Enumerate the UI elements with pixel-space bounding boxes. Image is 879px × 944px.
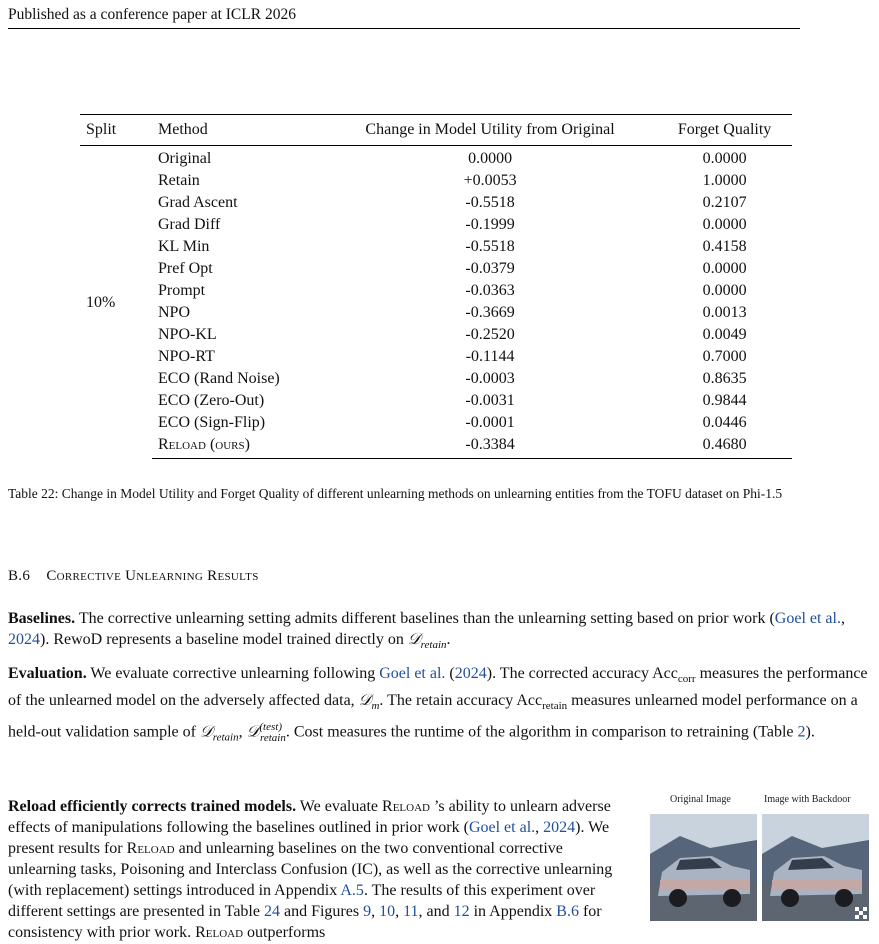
method-cell: Retain xyxy=(158,172,200,189)
table-header-row xyxy=(80,115,792,146)
table-row xyxy=(80,170,792,192)
math-symbol: 𝒟 xyxy=(407,631,421,648)
text-run: outperforms xyxy=(243,924,326,941)
table-ref-link[interactable]: 2 xyxy=(797,723,806,741)
text-run: ). The corrected accuracy Acc xyxy=(486,665,678,682)
method-cell: NPO-RT xyxy=(158,348,215,365)
paragraph-head: Reload efficiently corrects trained models. xyxy=(8,798,297,815)
text-run: ’s ability to unlearn adverse effects of manipulations following the baselines outlined in prior work ( xyxy=(8,798,611,836)
math-subscript: retain xyxy=(420,639,447,652)
text-run: , xyxy=(238,723,247,741)
utility-cell: -0.0031 xyxy=(465,392,515,409)
forget-quality-cell: 0.0000 xyxy=(702,260,747,277)
text-run: We evaluate corrective unlearning following xyxy=(86,665,380,682)
text-run: We evaluate xyxy=(296,798,383,815)
text-run: measures unlearned model performance on a held-out validation sample of xyxy=(8,692,858,741)
math-subscript: retain xyxy=(260,731,286,744)
paragraph-evaluation xyxy=(8,663,872,749)
appendix-link[interactable]: A.5 xyxy=(340,882,364,899)
col-split-header: Split xyxy=(80,115,152,146)
utility-cell: -0.1144 xyxy=(465,348,515,365)
text-run: ). xyxy=(805,723,815,741)
citation-link[interactable]: Goel et al. xyxy=(379,665,446,682)
col-utility-header: Change in Model Utility from Original xyxy=(323,115,657,146)
figure-ref-link[interactable]: 9 xyxy=(363,903,372,920)
utility-cell: -0.5518 xyxy=(465,194,515,211)
math-superscript: (test) xyxy=(259,721,282,734)
figure-ref-link[interactable]: 12 xyxy=(453,903,470,920)
table-row xyxy=(80,368,792,390)
text-run: , xyxy=(840,610,845,627)
utility-cell: -0.3384 xyxy=(323,434,657,459)
table-row xyxy=(80,434,792,459)
forget-quality-cell: 0.2107 xyxy=(702,194,747,211)
utility-cell: -0.0003 xyxy=(465,370,515,387)
math-subscript: retain xyxy=(212,731,239,744)
text-run: . The results of this experiment over different settings are presented in Table xyxy=(8,882,596,920)
table-ref-link[interactable]: 24 xyxy=(263,903,280,920)
table-caption: Table 22: Change in Model Utility and Forget Quality of different unlearning methods on unlearning entities from the TOFU dataset on Phi-1.5 xyxy=(8,486,783,501)
method-cell: ECO (Rand Noise) xyxy=(158,370,280,387)
original-car-image xyxy=(650,814,757,921)
method-cell: NPO xyxy=(158,304,191,321)
citation-year-link[interactable]: 2024 xyxy=(454,665,487,682)
method-cell: Reload (ours) xyxy=(152,434,323,459)
math-subscript: retain xyxy=(542,700,568,713)
table-row xyxy=(80,280,792,302)
utility-cell: -0.0363 xyxy=(465,282,515,299)
text-run: in Appendix xyxy=(469,903,557,920)
figure-ref-link[interactable]: 11 xyxy=(403,903,419,920)
forget-quality-cell: 0.0049 xyxy=(702,326,747,343)
table-row xyxy=(80,146,792,171)
paragraph-head: Evaluation. xyxy=(8,665,87,682)
utility-cell: -0.5518 xyxy=(465,238,515,255)
forget-quality-cell: 0.0000 xyxy=(702,150,747,167)
paragraph-head: Baselines. xyxy=(8,610,76,627)
backdoor-image-label: Image with Backdoor xyxy=(764,794,851,805)
utility-cell: -0.1999 xyxy=(465,216,515,233)
appendix-link[interactable]: B.6 xyxy=(556,903,579,920)
citation-link[interactable]: Goel et al. xyxy=(468,819,536,836)
section-number: B.6 xyxy=(8,568,31,584)
table-row xyxy=(80,214,792,236)
forget-quality-cell: 1.0000 xyxy=(702,172,747,189)
forget-quality-cell: 0.9844 xyxy=(702,392,747,409)
utility-cell: +0.0053 xyxy=(463,172,517,189)
math-subscript: corr xyxy=(677,673,696,686)
text-run: , xyxy=(395,903,404,920)
method-name: Reload xyxy=(382,798,430,815)
text-run: ( xyxy=(445,665,455,682)
backdoor-figure xyxy=(650,794,872,924)
method-cell: ECO (Zero-Out) xyxy=(158,392,265,409)
table-row xyxy=(80,236,792,258)
utility-cell: -0.0001 xyxy=(465,414,515,431)
section-heading xyxy=(8,568,259,585)
citation-year-link[interactable]: 2024 xyxy=(543,819,576,836)
table-row xyxy=(80,192,792,214)
method-cell: Pref Opt xyxy=(158,260,213,277)
citation-link[interactable]: Goel et al. xyxy=(774,610,841,627)
table-row xyxy=(80,258,792,280)
backdoor-car-image xyxy=(762,814,869,921)
method-cell: KL Min xyxy=(158,238,210,255)
text-run: and Figures xyxy=(279,903,364,920)
method-cell: Original xyxy=(158,150,212,167)
table-row xyxy=(80,346,792,368)
table-row xyxy=(80,390,792,412)
citation-year-link[interactable]: 2024 xyxy=(8,631,40,648)
math-subscript: m xyxy=(371,700,380,713)
method-cell: Grad Ascent xyxy=(158,194,238,211)
forget-quality-cell: 0.4158 xyxy=(702,238,747,255)
running-header: Published as a conference paper at ICLR 2026 xyxy=(8,4,800,29)
utility-cell: -0.2520 xyxy=(465,326,515,343)
forget-quality-cell: 0.4680 xyxy=(657,434,792,459)
text-run: measures the performance of the unlearned model on the adversely affected data, xyxy=(8,665,868,710)
utility-cell: -0.3669 xyxy=(465,304,515,321)
utility-cell: 0.0000 xyxy=(468,150,513,167)
text-run: . xyxy=(446,631,451,648)
forget-quality-cell: 0.8635 xyxy=(702,370,747,387)
text-run: . Cost measures the runtime of the algorithm in comparison to retraining (Table xyxy=(285,723,798,741)
method-name: Reload xyxy=(195,924,244,941)
col-forget-header: Forget Quality xyxy=(657,115,792,146)
section-title: Corrective Unlearning Results xyxy=(46,568,259,584)
paragraph-reload xyxy=(8,796,632,943)
table-row xyxy=(80,324,792,346)
method-cell: Grad Diff xyxy=(158,216,221,233)
method-cell: Prompt xyxy=(158,282,206,299)
math-symbol: 𝒟 xyxy=(246,723,260,741)
text-run: and unlearning baselines on the two conventional corrective unlearning tasks, Poisoning and Interclass Confusion (IC), as well as the corrective unlearning (with replacement) settings introduced in Appendix xyxy=(8,840,613,899)
text-run: The corrective unlearning setting admits different baselines than the unlearning setting based on prior work ( xyxy=(75,610,775,627)
original-image-label: Original Image xyxy=(670,794,731,805)
forget-quality-cell: 0.0000 xyxy=(702,216,747,233)
paragraph-baselines xyxy=(8,608,872,656)
method-cell: NPO-KL xyxy=(158,326,217,343)
text-run: ). RewoD represents a baseline model trained directly on xyxy=(40,631,408,648)
col-method-header: Method xyxy=(152,115,323,146)
table-row xyxy=(80,302,792,324)
forget-quality-cell: 0.0446 xyxy=(702,414,747,431)
text-run: , xyxy=(371,903,380,920)
math-symbol: 𝒟 xyxy=(199,723,213,741)
text-run: . The retain accuracy Acc xyxy=(379,692,543,710)
forget-quality-cell: 0.0000 xyxy=(702,282,747,299)
text-run: ). We present results for xyxy=(8,819,610,857)
text-run: , xyxy=(535,819,544,836)
split-cell: 10% xyxy=(86,294,116,312)
method-name: Reload xyxy=(126,840,175,857)
utility-cell: -0.0379 xyxy=(465,260,515,277)
math-symbol: 𝒟 xyxy=(358,692,372,710)
forget-quality-cell: 0.0013 xyxy=(702,304,747,321)
table-row xyxy=(80,412,792,434)
forget-quality-cell: 0.7000 xyxy=(702,348,747,365)
results-table xyxy=(80,114,792,459)
table-body xyxy=(80,146,792,459)
text-run: for consistency with prior work. xyxy=(8,903,602,941)
figure-ref-link[interactable]: 10 xyxy=(379,903,396,920)
text-run: , and xyxy=(418,903,454,920)
method-cell: ECO (Sign-Flip) xyxy=(158,414,266,431)
